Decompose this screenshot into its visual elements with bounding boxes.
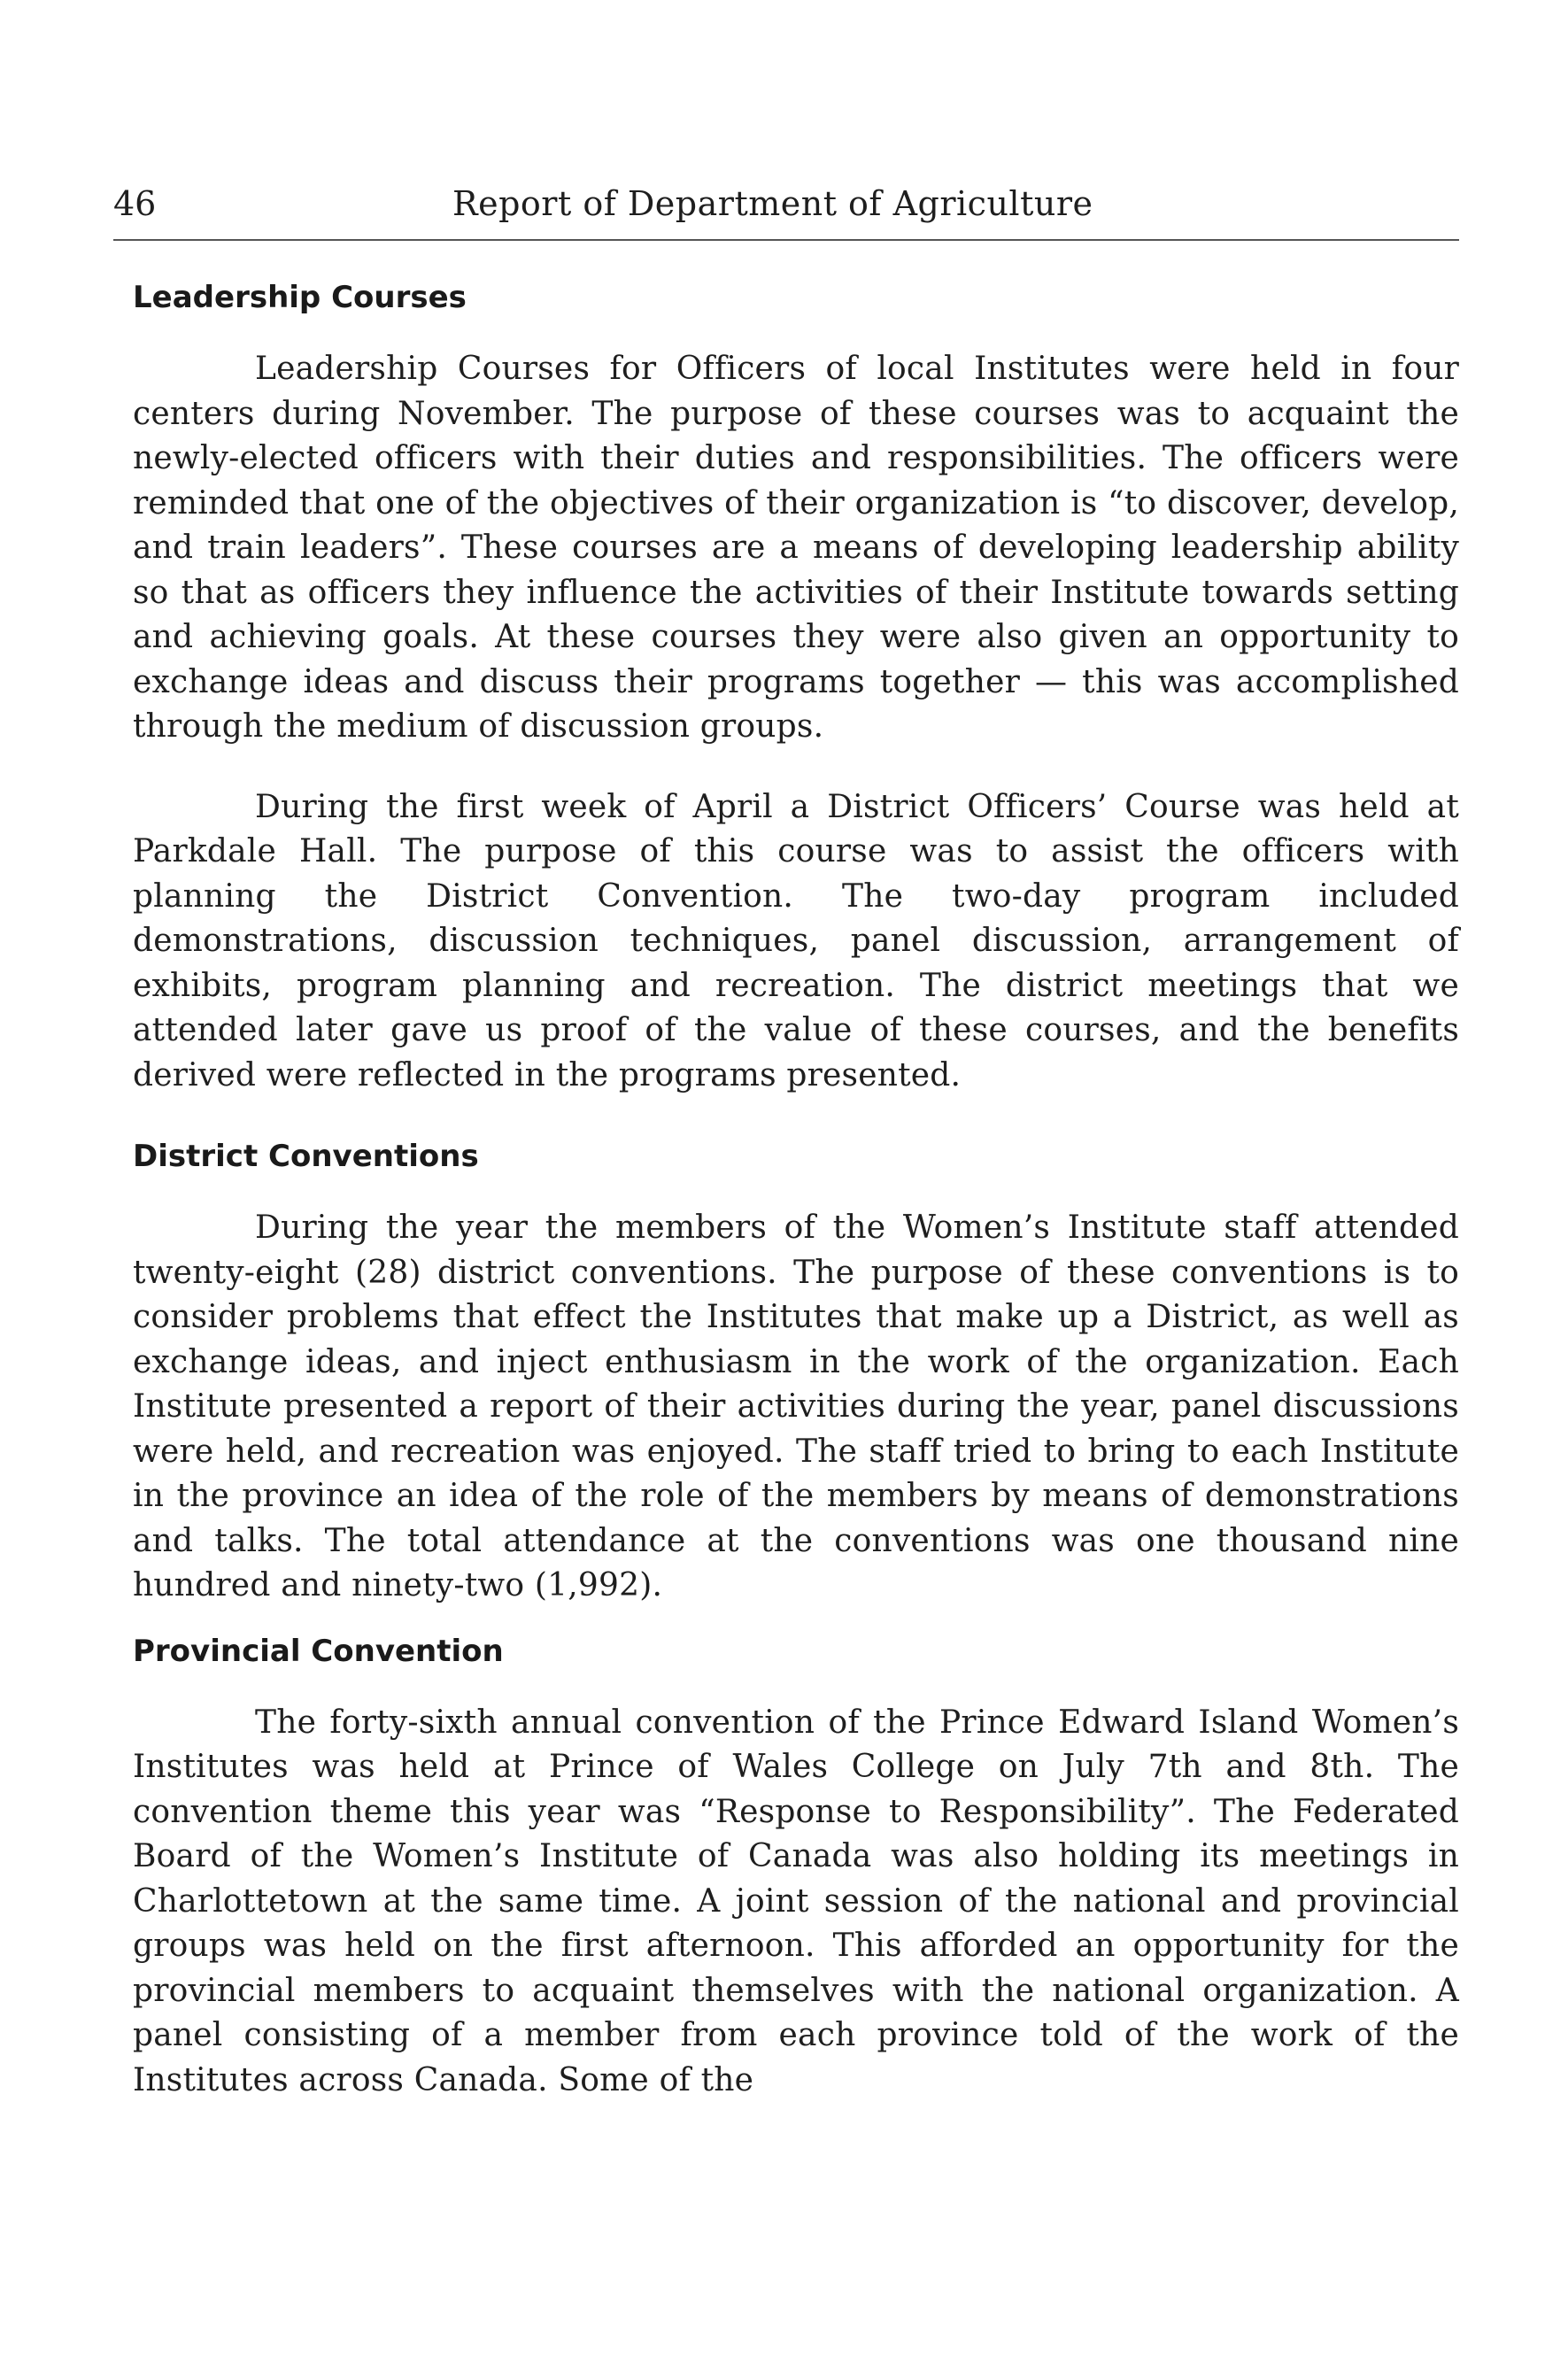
running-header	[113, 177, 1459, 230]
running-title: Report of Department of Agriculture	[452, 184, 1093, 223]
paragraph: Leadership Courses for Officers of local Institutes were held in four centers during November. The purpose of these courses was to acquaint the newly-elected officers with their duties and responsibilities. The officers were reminded that one of the objectives of their organization is “to discover, develop, and train leaders”. These courses are a means of developing leadership ability so that as officers they influence the activities of their Institute towards setting and achieving goals. At these courses they were also given an opportunity to exchange ideas and discuss their programs together — this was accomplished through the medium of discussion groups.	[133, 351, 1459, 745]
section-heading: District Conventions	[133, 1139, 479, 1174]
section-heading: Leadership Courses	[133, 280, 467, 315]
section-district-conventions	[133, 1133, 1459, 1609]
page-body	[133, 274, 1459, 2103]
section-heading: Provincial Convention	[133, 1633, 504, 1669]
header-rule	[113, 239, 1459, 241]
paragraph: During the first week of April a District Officers’ Course was held at Parkdale Hall. The purpose of this course was to assist the officers with planning the District Convention. The two-day program included demonstrations, discussion techniques, panel discussion, arrangement of exhibits, program planning and recreation. The district meetings that we attended later gave us proof of the value of these courses, and the benefits derived were reflected in the programs presented.	[133, 788, 1459, 1093]
paragraph: The forty-sixth annual convention of the Prince Edward Island Women’s Institutes was held at Prince of Wales College on July 7th and 8th. The convention theme this year was “Response to Responsibility”. The Federated Board of the Women’s Institute of Canada was also holding its meetings in Charlottetown at the same time. A joint session of the national and provincial groups was held on the first afternoon. This afforded an opportunity for the provincial members to acquaint themselves with the national organization. A panel consisting of a member from each province told of the work of the Institutes across Canada. Some of the	[133, 1704, 1459, 2098]
section-provincial-convention	[133, 1628, 1459, 2104]
page-number: 46	[113, 184, 157, 223]
section-leadership-courses	[133, 274, 1459, 1098]
paragraph: During the year the members of the Women’s Institute staff attended twenty-eight (28) district conventions. The purpose of these conventions is to consider problems that effect the Institutes that make up a District, as well as exchange ideas, and inject enthusiasm in the work of the organization. Each Institute presented a report of their activities during the year, panel discussions were held, and recreation was enjoyed. The staff tried to bring to each Institute in the province an idea of the role of the members by means of demonstrations and talks. The total attendance at the conventions was one thousand nine hundred and ninety-two (1,992).	[133, 1209, 1459, 1603]
